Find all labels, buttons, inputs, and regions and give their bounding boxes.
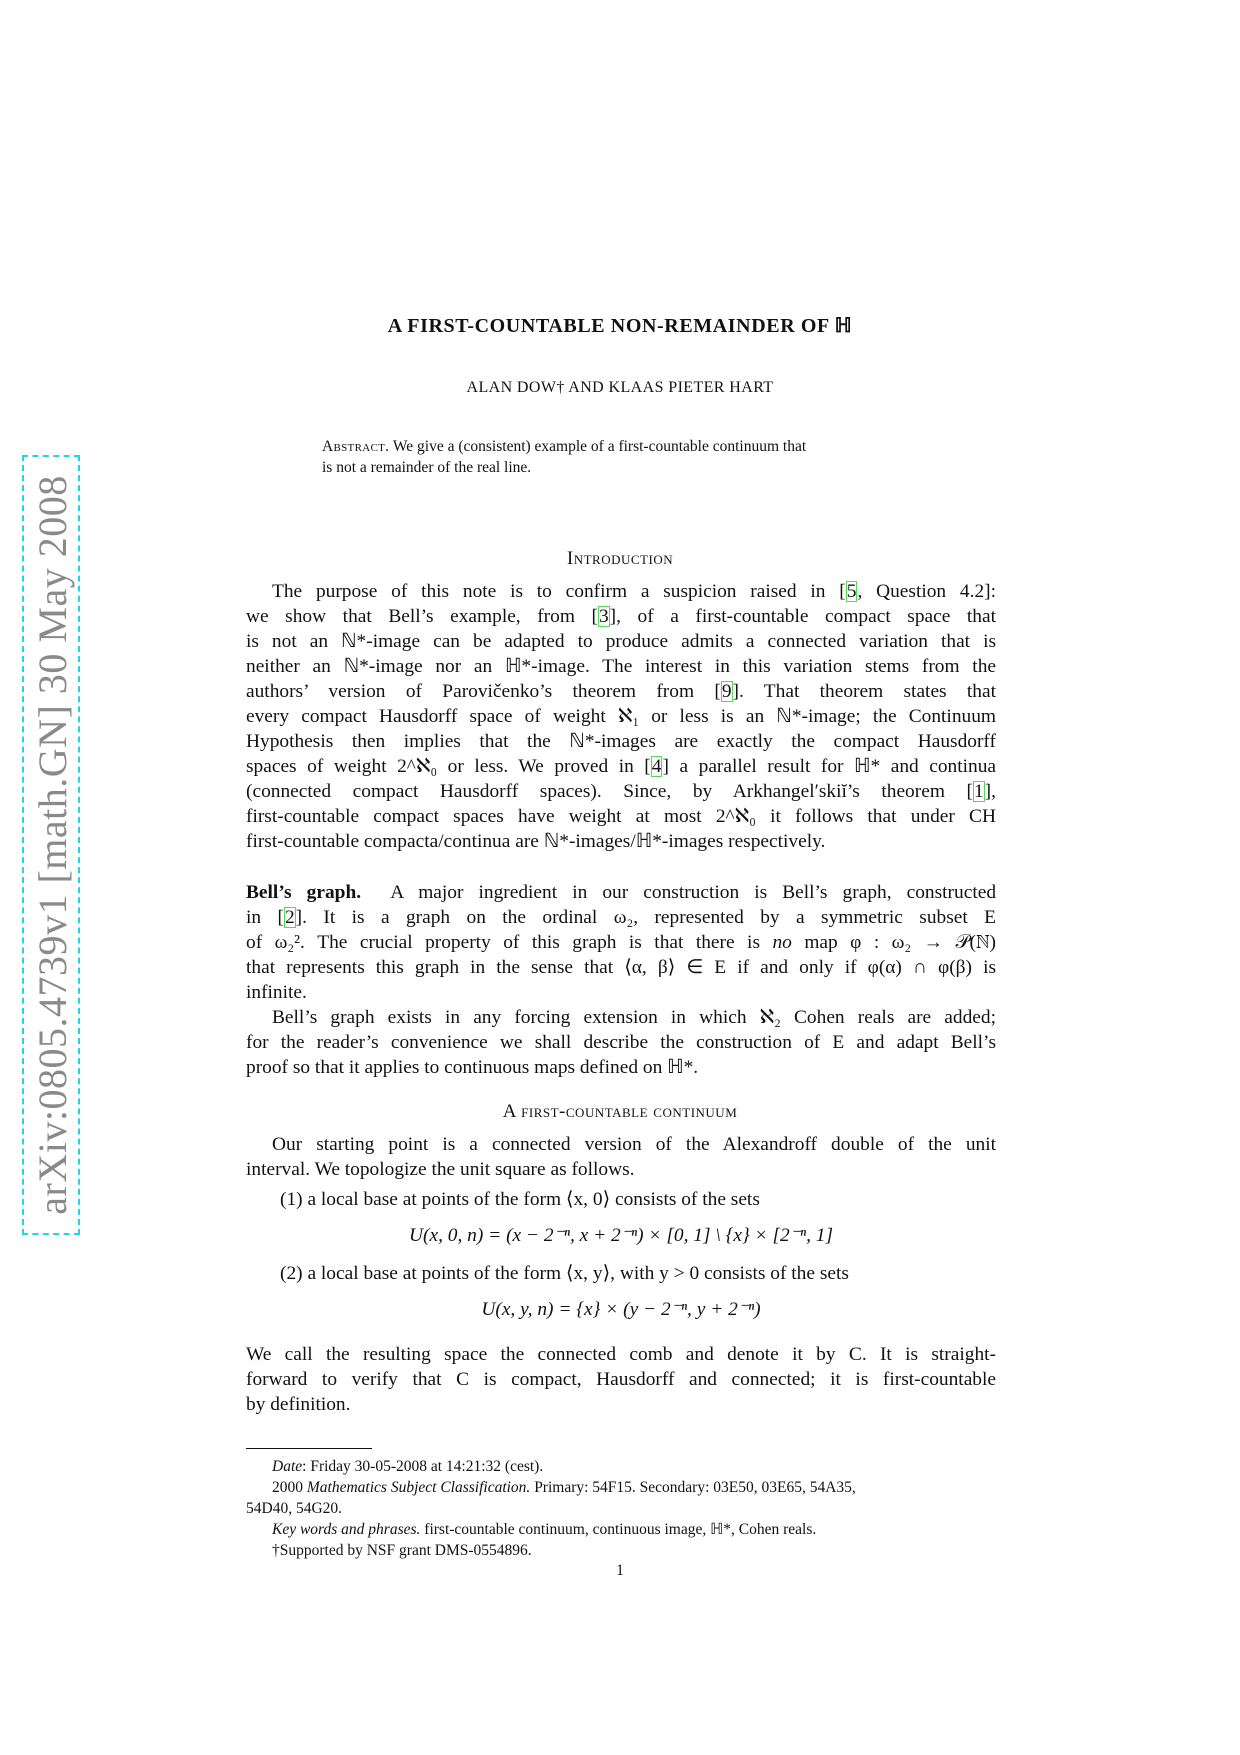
footnote-msc: 2000 Mathematics Subject Classification. Primary: 54F15. Secondary: 03E50, 03E65, 54A35, <box>272 1479 856 1496</box>
footnote-rule <box>246 1448 372 1449</box>
list-item-2: (2) a local base at points of the form ⟨x, y⟩, with y > 0 consists of the sets <box>280 1263 849 1284</box>
bells-graph-line-4: that represents this graph in the sense that ⟨α, β⟩ ∈ E if and only if φ(α) ∩ φ(β) is <box>246 957 996 978</box>
continuum-line-1: Our starting point is a connected version of the Alexandroff double of the unit <box>272 1134 996 1155</box>
intro-line-5: authors’ version of Parovičenko’s theorem from [9]. That theorem states that <box>246 681 996 702</box>
bells-graph-heading: Bell’s graph. <box>246 882 362 903</box>
section-heading-introduction: Introduction <box>566 548 674 569</box>
abstract-label: Abstract. <box>322 438 390 455</box>
bells-graph-paragraph <box>246 880 996 1080</box>
citation-1[interactable]: 1 <box>973 781 984 802</box>
continuum-p2-line-1: We call the resulting space the connected comb and denote it by C. It is straight- <box>246 1344 996 1365</box>
footnote-msc-cont: 54D40, 54G20. <box>246 1500 343 1517</box>
citation-2[interactable]: 2 <box>284 907 295 928</box>
intro-line-11: first-countable compacta/continua are ℕ*-images/ℍ*-images respectively. <box>246 831 826 852</box>
citation-4[interactable]: 4 <box>651 756 662 777</box>
abstract-text-1: We give a (consistent) example of a first-countable continuum that <box>392 438 807 455</box>
paper-title: A FIRST-COUNTABLE NON-REMAINDER OF ℍ <box>387 315 853 337</box>
abstract <box>322 436 922 478</box>
intro-line-10: first-countable compact spaces have weight at most 2^ℵ₀ it follows that under CH <box>246 806 996 827</box>
bells-graph-p2-line-1: Bell’s graph exists in any forcing extension in which ℵ₂ Cohen reals are added; <box>272 1007 996 1028</box>
list-item-1: (1) a local base at points of the form ⟨x, 0⟩ consists of the sets <box>280 1189 760 1210</box>
intro-paragraph <box>246 579 996 854</box>
continuum-p2-line-3: by definition. <box>246 1394 351 1415</box>
arxiv-identifier: arXiv:0805.4739v1 [math.GN] 30 May 2008 <box>30 475 75 1215</box>
intro-line-1: The purpose of this note is to confirm a suspicion raised in [5, Question 4.2]: <box>272 581 996 602</box>
bells-graph-line-3: of ω₂². The crucial property of this graph is that there is no map φ : ω₂ → 𝒫(ℕ) <box>246 932 996 953</box>
continuum-p2-line-2: forward to verify that C is compact, Hausdorff and connected; it is first-countable <box>246 1369 996 1390</box>
citation-9[interactable]: 9 <box>721 681 732 702</box>
footnotes <box>246 1456 996 1561</box>
intro-line-7: Hypothesis then implies that the ℕ*-images are exactly the compact Hausdorff <box>246 731 996 752</box>
citation-5[interactable]: 5 <box>846 581 857 602</box>
paper-authors: ALAN DOW† AND KLAAS PIETER HART <box>466 379 774 396</box>
intro-line-4: neither an ℕ*-image nor an ℍ*-image. The interest in this variation stems from the <box>246 656 996 677</box>
intro-line-3: is not an ℕ*-image can be adapted to produce admits a connected variation that is <box>246 631 996 652</box>
bells-graph-line-5: infinite. <box>246 982 307 1003</box>
equation-1: U(x, 0, n) = (x − 2⁻ⁿ, x + 2⁻ⁿ) × [0, 1] \ {x} × [2⁻ⁿ, 1] <box>409 1225 833 1246</box>
citation-3[interactable]: 3 <box>598 606 609 627</box>
continuum-paragraph-2 <box>246 1342 996 1417</box>
footnote-keywords: Key words and phrases. first-countable continuum, continuous image, ℍ*, Cohen reals. <box>272 1521 817 1538</box>
continuum-paragraph-1 <box>246 1132 996 1182</box>
continuum-line-2: interval. We topologize the unit square as follows. <box>246 1159 635 1180</box>
bells-graph-p2-line-2: for the reader’s convenience we shall describe the construction of E and adapt Bell’s <box>246 1032 996 1053</box>
footnote-support: †Supported by NSF grant DMS-0554896. <box>272 1542 532 1559</box>
bells-graph-p2-line-3: proof so that it applies to continuous maps defined on ℍ*. <box>246 1057 699 1078</box>
intro-line-8: spaces of weight 2^ℵ₀ or less. We proved in [4] a parallel result for ℍ* and continua <box>246 756 996 777</box>
page-number: 1 <box>616 1562 624 1579</box>
intro-line-2: we show that Bell’s example, from [3], of a first-countable compact space that <box>246 606 996 627</box>
bells-graph-line-1: Bell’s graph. A major ingredient in our construction is Bell’s graph, constructed <box>246 882 996 903</box>
equation-2: U(x, y, n) = {x} × (y − 2⁻ⁿ, y + 2⁻ⁿ) <box>481 1299 761 1320</box>
intro-line-6: every compact Hausdorff space of weight ℵ₁ or less is an ℕ*-image; the Continuum <box>246 706 996 727</box>
bells-graph-line-2: in [2]. It is a graph on the ordinal ω₂, represented by a symmetric subset E <box>246 907 996 928</box>
intro-line-9: (connected compact Hausdorff spaces). Since, by Arkhangel′skiĭ’s theorem [1], <box>246 781 996 802</box>
section-heading-first-countable-continuum: A first-countable continuum <box>502 1101 738 1122</box>
abstract-text-2: is not a remainder of the real line. <box>322 459 532 476</box>
footnote-date: Date: Friday 30-05-2008 at 14:21:32 (cest). <box>272 1458 544 1475</box>
